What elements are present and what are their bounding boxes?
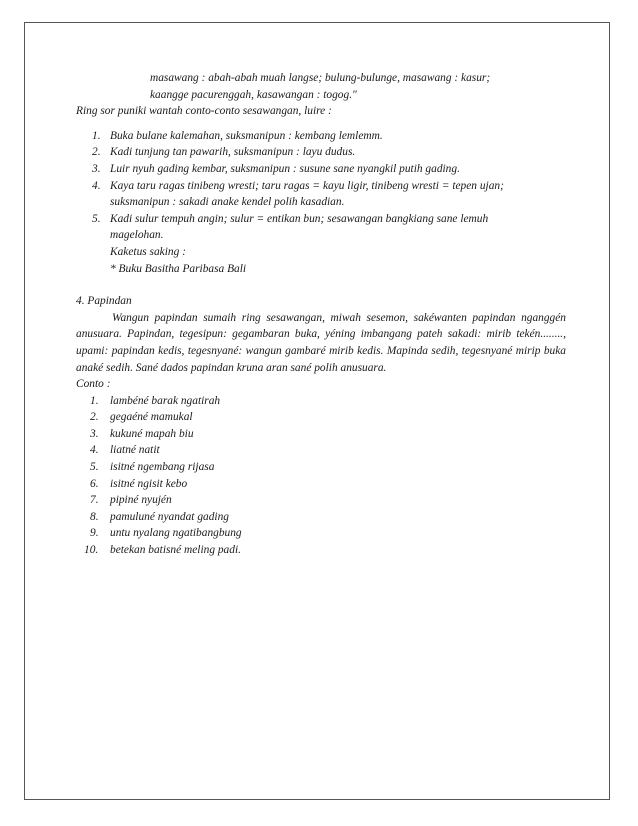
- item-number: 2.: [92, 146, 101, 159]
- item-number: 9.: [90, 527, 99, 540]
- item-number: 1.: [92, 129, 101, 142]
- continuation-line: masawang : abah-abah muah langse; bulung-bulunge, masawang : kasur;: [150, 72, 491, 84]
- item-text: Kadi tunjung tan pawarih, suksmanipun : layu dudus.: [110, 146, 356, 159]
- list-item: [76, 476, 566, 493]
- item-text: pamuluné nyandat gading: [110, 510, 229, 523]
- list-item: [76, 211, 566, 244]
- list-item: [76, 178, 566, 211]
- item-text: Kaya taru ragas tinibeng wresti; taru ragas = kayu ligir, tinibeng wresti = tepen ujan;: [110, 179, 504, 192]
- list-item: [76, 409, 566, 426]
- item-text: gegaéné mamukal: [110, 411, 193, 424]
- list-item: [76, 525, 566, 542]
- list-item: [76, 161, 566, 178]
- item-number: 3.: [90, 427, 99, 440]
- item-number: 5.: [92, 212, 101, 225]
- section-heading: 4. Papindan: [76, 295, 132, 308]
- item-number: 8.: [90, 510, 99, 523]
- item-text: lambéné barak ngatirah: [110, 394, 221, 407]
- list-item: [76, 393, 566, 410]
- item-number: 2.: [90, 411, 99, 424]
- item-text: Luir nyuh gading kembar, suksmanipun : susune sane nyangkil putih gading.: [110, 162, 460, 175]
- item-number: 1.: [90, 394, 99, 407]
- item-text: kukuné mapah biu: [110, 427, 194, 440]
- item-number: 6.: [90, 477, 99, 490]
- item-number: 3.: [92, 162, 101, 175]
- item-text: betekan batisné meling padi.: [110, 544, 241, 557]
- source-title: * Buku Basitha Paribasa Bali: [110, 262, 247, 275]
- paragraph: Wangun papindan sumaih ring sesawangan, miwah sesemon, sakéwanten papindan nganggén anusuara. Papindan, tegesipun: gegambaran buka, yéning imbangang pateh sakadi: mirib tekén........, upami: papindan kedis, tegesnyané: wangun gambaré mirib kedis. Mapinda sedih, tegesnyané mirip buka anaké sedih. Sané dados papindan kruna aran sané polih anusuara.: [76, 311, 566, 374]
- conto-list: [76, 393, 566, 559]
- item-number: 4.: [90, 444, 99, 457]
- item-text: magelohan.: [110, 229, 164, 242]
- item-text: Buka bulane kalemahan, suksmanipun : kembang lemlemm.: [110, 129, 383, 142]
- source-label: Kaketus saking :: [110, 245, 186, 258]
- item-text: liatné natit: [110, 444, 160, 457]
- item-number: 7.: [90, 494, 99, 507]
- item-number: 10.: [84, 544, 99, 557]
- item-number: 4.: [92, 179, 101, 192]
- list-item: [76, 128, 566, 145]
- item-text: suksmanipun : sakadi anake kendel polih kasadian.: [110, 196, 345, 209]
- list-item: [76, 492, 566, 509]
- list-item: [76, 442, 566, 459]
- item-text: isitné ngembang rijasa: [110, 461, 215, 474]
- item-text: Kadi sulur tempuh angin; sulur = entikan bun; sesawangan bangkiang sane lemuh: [110, 212, 489, 225]
- intro-text: Ring sor puniki wantah conto-conto sesawangan, luire :: [76, 105, 332, 118]
- list-item: [76, 426, 566, 443]
- document-body: [76, 70, 566, 559]
- item-text: pipiné nyujén: [110, 494, 172, 507]
- list-item: [76, 459, 566, 476]
- list-item: [76, 509, 566, 526]
- list-item: [76, 144, 566, 161]
- sesawangan-list: [76, 128, 566, 244]
- list-item: [76, 542, 566, 559]
- continuation-line: kaangge pacurenggah, kasawangan : togog.": [150, 88, 357, 101]
- item-text: isitné ngisit kebo: [110, 477, 188, 490]
- item-text: untu nyalang ngatibangbung: [110, 527, 242, 540]
- conto-label: Conto :: [76, 378, 111, 391]
- item-number: 5.: [90, 461, 99, 474]
